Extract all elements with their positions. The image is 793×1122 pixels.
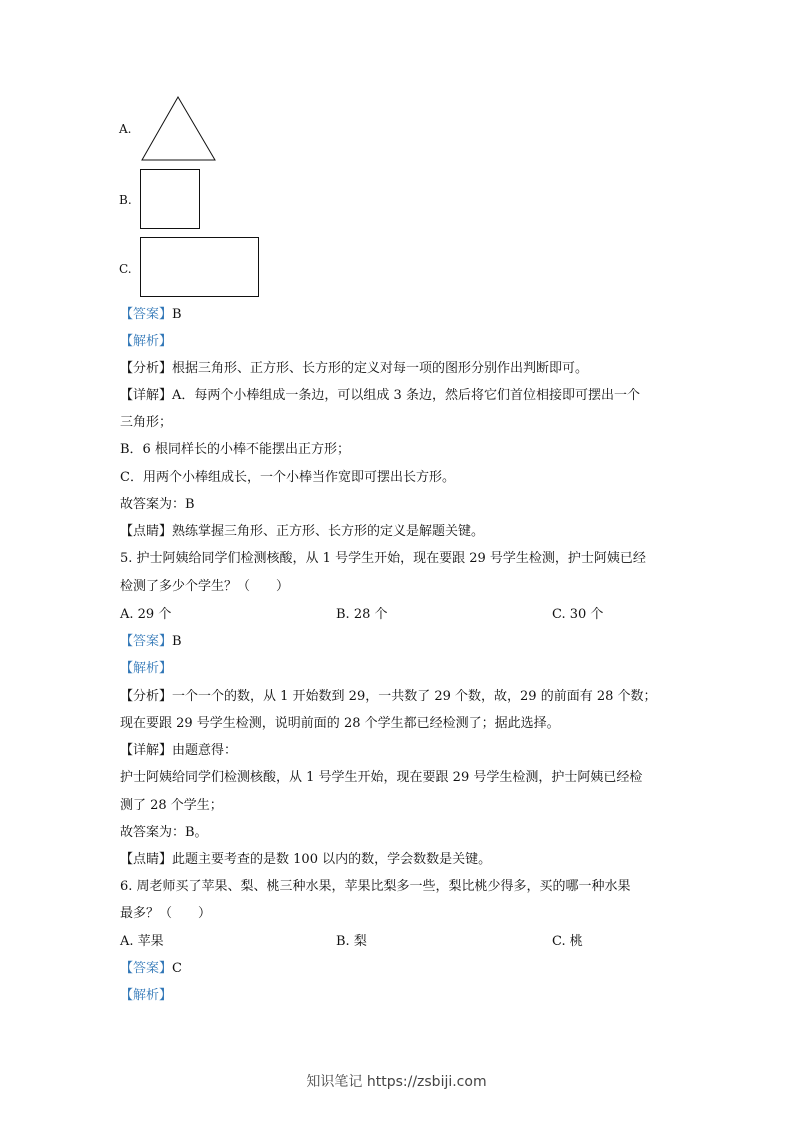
detail-text: 由题意得： xyxy=(172,743,238,758)
q6-answer xyxy=(120,961,182,977)
q5-option-a: A. 29 个 xyxy=(120,607,172,622)
comment-tag: 【点睛】 xyxy=(120,852,173,867)
q4-analysis xyxy=(120,361,588,377)
q4-comment xyxy=(120,524,484,540)
answer-value: B xyxy=(172,634,182,649)
q6-stem-2: 最多？（ ） xyxy=(120,906,212,921)
comment-tag: 【点睛】 xyxy=(120,524,173,539)
q5-conclusion: 故答案为：B。 xyxy=(120,825,208,840)
q5-detail-1 xyxy=(120,743,237,759)
square-shape xyxy=(140,169,201,230)
analysis-text: 一个一个的数，从 1 开始数到 29，一共数了 29 个数，故，29 的前面有 28 个数； xyxy=(172,689,657,704)
q4-detail-3: B．6 根同样长的小棒不能摆出正方形； xyxy=(120,442,350,457)
q5-analysis-2: 现在要跟 29 号学生检测，说明前面的 28 个学生都已经检测了；据此选择。 xyxy=(120,716,560,731)
q6-option-a: A. 苹果 xyxy=(120,934,164,949)
q5-explain-tag: 【解析】 xyxy=(120,661,173,676)
q5-analysis-1 xyxy=(120,689,657,705)
q5-detail-2: 护士阿姨给同学们检测核酸，从 1 号学生开始，现在要跟 29 号学生检测，护士阿姨已经检 xyxy=(120,770,643,785)
q4-answer xyxy=(120,307,182,323)
option-c-label: C. xyxy=(119,262,132,276)
q4-detail-1 xyxy=(120,388,640,404)
option-b-label: B. xyxy=(119,193,132,207)
q6-stem-1: 6. 周老师买了苹果、梨、桃三种水果，苹果比梨多一些，梨比桃少得多，买的哪一种水果 xyxy=(120,879,631,894)
footer-watermark: 知识笔记 https://zsbiji.com xyxy=(306,1074,487,1090)
comment-text: 此题主要考查的是数 100 以内的数，学会数数是关键。 xyxy=(172,852,492,867)
comment-text: 熟练掌握三角形、正方形、长方形的定义是解题关键。 xyxy=(172,524,485,539)
option-a-label: A. xyxy=(119,122,132,136)
q4-detail-4: C．用两个小棒组成长，一个小棒当作宽即可摆出长方形。 xyxy=(120,470,455,485)
detail-text: A．每两个小棒组成一条边，可以组成 3 条边，然后将它们首位相接即可摆出一个 xyxy=(172,388,640,403)
q5-stem-2: 检测了多少个学生？（ ） xyxy=(120,579,290,594)
analysis-tag: 【分析】 xyxy=(120,361,173,376)
q5-stem-1: 5. 护士阿姨给同学们检测核酸，从 1 号学生开始，现在要跟 29 号学生检测，护士阿姨已经 xyxy=(120,551,646,566)
answer-tag: 【答案】 xyxy=(120,307,173,322)
q4-explain-tag: 【解析】 xyxy=(120,334,173,349)
q4-conclusion: 故答案为：B xyxy=(120,497,195,512)
triangle-shape xyxy=(141,96,217,162)
rectangle-shape xyxy=(140,237,260,298)
q6-explain-tag: 【解析】 xyxy=(120,988,173,1003)
q5-detail-3: 测了 28 个学生； xyxy=(120,798,223,813)
answer-value: B xyxy=(172,307,182,322)
q5-option-b: B. 28 个 xyxy=(336,607,388,622)
q5-answer xyxy=(120,634,182,650)
q6-option-c: C. 桃 xyxy=(552,934,583,949)
q6-option-b: B. 梨 xyxy=(336,934,367,949)
answer-tag: 【答案】 xyxy=(120,961,173,976)
answer-value: C xyxy=(172,961,182,976)
analysis-tag: 【分析】 xyxy=(120,689,173,704)
analysis-text: 根据三角形、正方形、长方形的定义对每一项的图形分别作出判断即可。 xyxy=(172,361,589,376)
q4-detail-2: 三角形； xyxy=(120,415,173,430)
q5-option-c: C. 30 个 xyxy=(552,607,604,622)
detail-tag: 【详解】 xyxy=(120,388,173,403)
q5-comment xyxy=(120,852,491,868)
answer-tag: 【答案】 xyxy=(120,634,173,649)
detail-tag: 【详解】 xyxy=(120,743,173,758)
